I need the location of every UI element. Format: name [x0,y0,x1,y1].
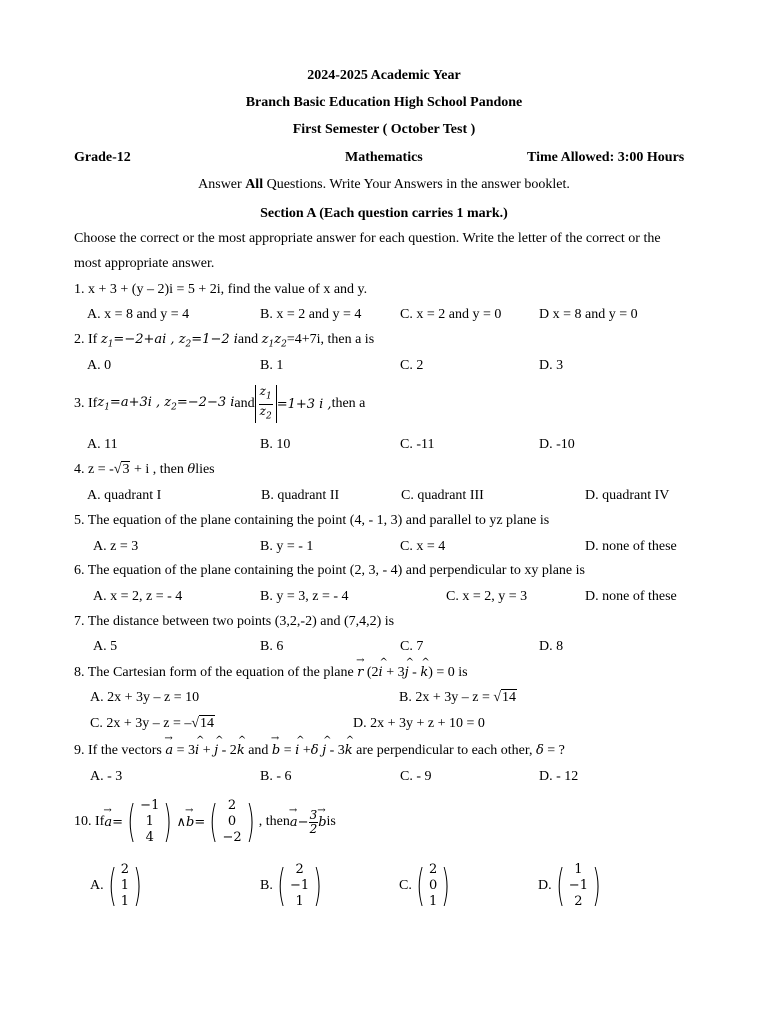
q6-option-c: C. x = 2, y = 3 [446,589,528,604]
q6-option-b: B. y = 3, z = - 4 [260,589,349,604]
grade-label: Grade-12 [74,150,131,165]
q6-option-d: D. none of these [585,589,677,604]
q5-option-b: B. y = - 1 [260,539,314,554]
q5-text: 5. The equation of the plane containing the point (4, - 1, 3) and parallel to yz plane is [74,513,550,528]
q8-option-d: D. 2x + 3y + z + 10 = 0 [353,716,485,731]
q9-option-a: A. - 3 [90,769,123,784]
q8-option-a: A. 2x + 3y – z = 10 [90,690,200,705]
q1-option-d: D x = 8 and y = 0 [539,307,638,322]
academic-year: 2024-2025 Academic Year [307,68,461,83]
q2-option-a: A. 0 [87,358,112,373]
q3-abs-fraction: $\frac{z_1}{z_2}$ [255,385,277,423]
q7-option-d: D. 8 [539,639,564,654]
q9-option-d: D. - 12 [539,769,579,784]
q4-option-a: A. quadrant I [87,488,162,503]
q2-text: 2. If $z_1=-2+ai$ , $z_2=1-2$ iand $z_1z_2=4+7i$, then a is [74,332,375,350]
section-a-title: Section A (Each question carries 1 mark.) [260,206,508,221]
school-name: Branch Basic Education High School Pandone [245,95,523,110]
q10-option-d: D. ( 1 −1 2 ) [538,860,601,911]
q10-vector-b: ( 2 0 −2 ) [209,796,255,847]
q3-option-a: A. 11 [87,437,118,452]
q1-text: 1. x + 3 + (y – 2)i = 5 + 2i, find the value of x and y. [74,282,368,297]
q3-option-b: B. 10 [260,437,291,452]
q6-text: 6. The equation of the plane containing the point (2, 3, - 4) and perpendicular to xy plane is [74,563,585,578]
q6-option-a: A. x = 2, z = - 4 [93,589,183,604]
time-allowed: Time Allowed: 3:00 Hours [527,150,685,165]
q8-option-c: C. 2x + 3y – z = –√14 [90,716,215,731]
q5-option-a: A. z = 3 [93,539,139,554]
q4-option-d: D. quadrant IV [585,488,670,503]
q4-option-c: C. quadrant III [401,488,484,503]
q3-option-c: C. -11 [400,437,435,452]
q9-option-c: C. - 9 [400,769,432,784]
q5-option-d: D. none of these [585,539,677,554]
q7-option-c: C. 7 [400,639,424,654]
q2-option-b: B. 1 [260,358,284,373]
q8-text: 8. The Cartesian form of the equation of the plane r → (2i ^ + 3j ^ - k ^) = 0 is [74,665,468,681]
q9-option-b: B. - 6 [260,769,292,784]
directions-line2: most appropriate answer. [74,256,215,271]
instructions: Answer All Questions. Write Your Answers in the answer booklet. [198,177,570,192]
q5-option-c: C. x = 4 [400,539,446,554]
subject-label: Mathematics [345,150,423,165]
q4-option-b: B. quadrant II [261,488,340,503]
q7-option-a: A. 5 [93,639,118,654]
semester-title: First Semester ( October Test ) [292,122,476,137]
q7-option-b: B. 6 [260,639,284,654]
q8-option-b: B. 2x + 3y – z = √14 [399,690,517,705]
q10-text: 10. If a → = ( −1 1 4 ) ∧ b → = ( 2 0 −2 ) , then a → − $\frac{3}{2}$ b → is [74,794,336,850]
q3-text: 3. If $z_1=a+3i$ , $z_2=-2-3$ i and $\frac{z_1}{z_2}$ =1+3 i , then a [74,384,366,421]
q10-fraction: $\frac{3}{2}$ [309,807,318,836]
q1-option-c: C. x = 2 and y = 0 [400,307,502,322]
q3-option-d: D. -10 [539,437,575,452]
q10-option-c: C. ( 2 0 1 ) [399,860,451,911]
q2-option-d: D. 3 [539,358,564,373]
q7-text: 7. The distance between two points (3,2,-2) and (7,4,2) is [74,614,395,629]
q9-text: 9. If the vectors a → = 3i ^ + j ^ - 2k ^ and b → = i ^ +δ j ^ - 3k ^ are perpendicular to each other, δ = ? [74,743,565,759]
q1-option-b: B. x = 2 and y = 4 [260,307,362,322]
q10-option-a: A. ( 2 1 1 ) [90,860,142,911]
q1-option-a: A. x = 8 and y = 4 [87,307,190,322]
q2-option-c: C. 2 [400,358,424,373]
q4-text: 4. z = -√3 + i , then θlies [74,462,215,477]
directions-line1: Choose the correct or the most appropriate answer for each question. Write the letter of the correct or the [74,231,661,246]
q10-option-b: B. ( 2 −1 1 ) [260,860,323,911]
q10-vector-a: ( −1 1 4 ) [127,796,173,847]
